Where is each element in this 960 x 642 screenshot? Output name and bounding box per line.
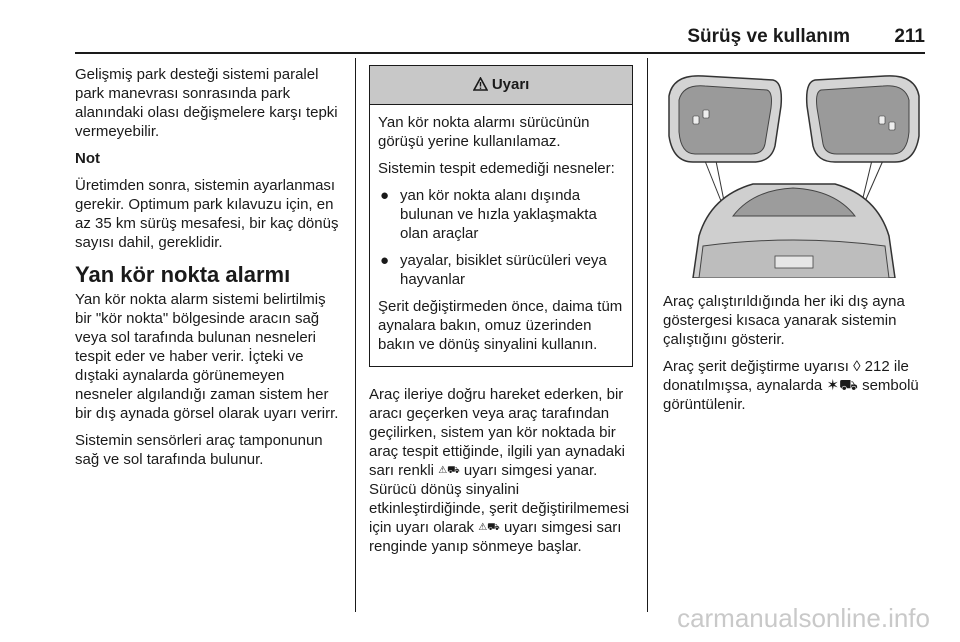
warning-paragraph-1: Yan kör nokta alarmı sürücünün görüşü yerine kullanılamaz. (378, 114, 590, 150)
column-1 (75, 65, 343, 477)
section-paragraph-2: Sistemin sensörleri araç tamponunun sağ ve sol tarafında bulunur. (75, 432, 323, 468)
note-title: Not (75, 150, 100, 167)
section-paragraph-1: Yan kör nokta alarm sistemi belirtilmiş bir "kör nokta" bölgesinde aracın sağ veya sol tarafında bulunan nesneleri tespit eder ve haber verir. İçteki ve dıştaki aynalarda görünemeyen nesneler algılandığı zaman sistem her bir dış aynada görsel olarak uyarı verirr. (75, 291, 339, 422)
warning-body (370, 105, 632, 366)
blind-spot-warning-icon: ⚠︎⛟ (478, 522, 500, 533)
warning-triangle-icon (473, 77, 488, 91)
warning-paragraph-3: Şerit değiştirmeden önce, daima tüm aynalara bakın, omuz üzerinden bakın ve dönüş sinyalini kullanın. (378, 298, 623, 353)
section-title: Yan kör nokta alarmı (75, 262, 291, 287)
warning-box (369, 65, 633, 367)
watermark: carmanualsonline.info (677, 603, 930, 633)
column3-paragraph-2: Araç şerit değiştirme uyarısı ◊ 212 ile donatılmışsa, aynalarda ✶⛟ sembolü görüntülenir. (663, 358, 919, 413)
blind-spot-warning-icon: ⚠︎⛟ (438, 465, 460, 476)
warning-title: Uyarı (491, 76, 530, 93)
column2-paragraph: Araç ileriye doğru hareket ederken, bir aracı geçerken veya araç tarafından geçilirken, sistem yan kör noktada bir araç tespit ettiğinde, ilgili yan aynadaki sarı renkli ⚠︎⛟ uyarı simgesi yanar. Sürücü dönüş sinyalini etkinleştirdiğinde, şerit değiştirilmemesi için uyarı olarak ⚠︎⛟ uyarı simgesi sarı renginde yanıp sönmeye başlar. (369, 386, 630, 555)
page-reference[interactable]: 212 (864, 358, 890, 375)
warning-header (370, 66, 632, 105)
list-item: ● yayalar, bisiklet sürücüleri veya hayvanlar (380, 252, 607, 288)
page-reference-icon: ◊ (853, 358, 861, 375)
list-item: ● yan kör nokta alanı dışında bulunan ve hızla yaklaşmakta olan araçlar (380, 187, 597, 242)
page-header (75, 26, 925, 48)
column-divider-left (355, 58, 356, 612)
note-text: Üretimden sonra, sistemin ayarlanması gerekir. Optimum park kılavuzu için, en az 35 km sürüş mesafesi, bir kaç dönüş sayısı dahil, gereklidir. (75, 177, 339, 251)
page-number: 211 (894, 26, 925, 47)
warning-paragraph-2: Sistemin tespit edemediği nesneler: (378, 160, 615, 177)
column3-paragraph-1: Araç çalıştırıldığında her iki dış ayna göstergesi kısaca yanarak sistemin çalıştığını gösterir. (663, 293, 905, 348)
column-divider-right (647, 58, 648, 612)
column-3 (663, 292, 925, 422)
bullet-icon: ● (380, 252, 390, 269)
bullet-icon: ● (380, 187, 390, 204)
side-mirrors-illustration (663, 66, 925, 278)
header-title: Sürüş ve kullanım (687, 26, 850, 47)
column-2 (369, 65, 633, 564)
warning-list (378, 186, 624, 289)
intro-paragraph: Gelişmiş park desteği sistemi paralel park manevrası sonrasında park alanındaki olası değişmelere karşı tepki vermeyebilir. (75, 66, 338, 140)
lane-change-symbol-icon: ✶⛟ (826, 377, 858, 394)
header-rule (75, 52, 925, 54)
